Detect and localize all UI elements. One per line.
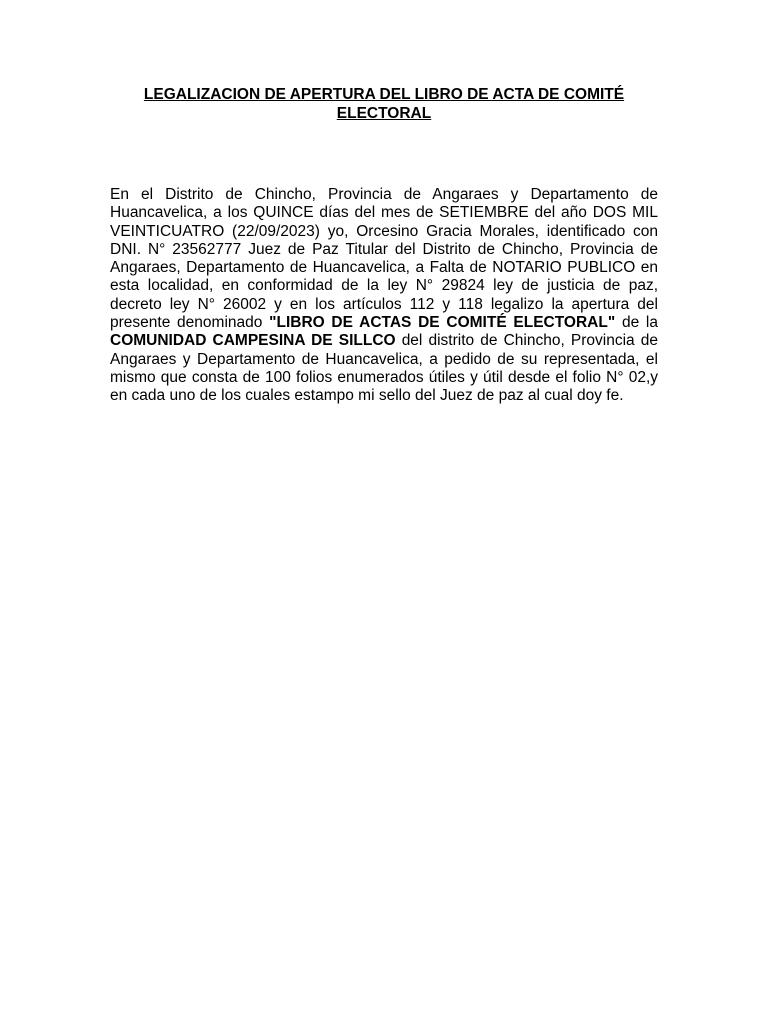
document-title bbox=[110, 85, 658, 123]
document-title-line-1: LEGALIZACION DE APERTURA DEL LIBRO DE ACTA DE COMITÉ bbox=[143, 86, 625, 103]
body-connector-text: de la bbox=[615, 314, 658, 332]
body-closing-text: del distrito de Chincho, Provincia de Angaraes y Departamento de Huancavelica, a pedido de su representada, el mismo que consta de 100 folios enumerados útiles y útil desde el folio N° 02,y en cada uno de los cuales estampo mi sello del Juez de paz al cual doy fe. bbox=[110, 332, 658, 405]
community-name-text: COMUNIDAD CAMPESINA DE SILLCO bbox=[110, 332, 396, 350]
document-body-paragraph bbox=[110, 186, 658, 406]
book-name-text: "LIBRO DE ACTAS DE COMITÉ ELECTORAL" bbox=[269, 314, 616, 332]
document-title-line-2: ELECTORAL bbox=[336, 105, 432, 122]
body-intro-text: En el Distrito de Chincho, Provincia de Angaraes y Departamento de Huancavelica, a los QUINCE días del mes de SETIEMBRE del año DOS MIL VEINTICUATRO (22/09/2023) yo, Orcesino Gracia Morales, identificado con DNI. N° 23562777 Juez de Paz Titular del Distrito de Chincho, Provincia de Angaraes, Departamento de Huancavelica, a Falta de NOTARIO PUBLICO en esta localidad, en conformidad de la ley N° 29824 ley de justicia de paz, decreto ley N° 26002 y en los artículos 112 y 118 legalizo la apertura del presente denominado bbox=[110, 186, 658, 332]
